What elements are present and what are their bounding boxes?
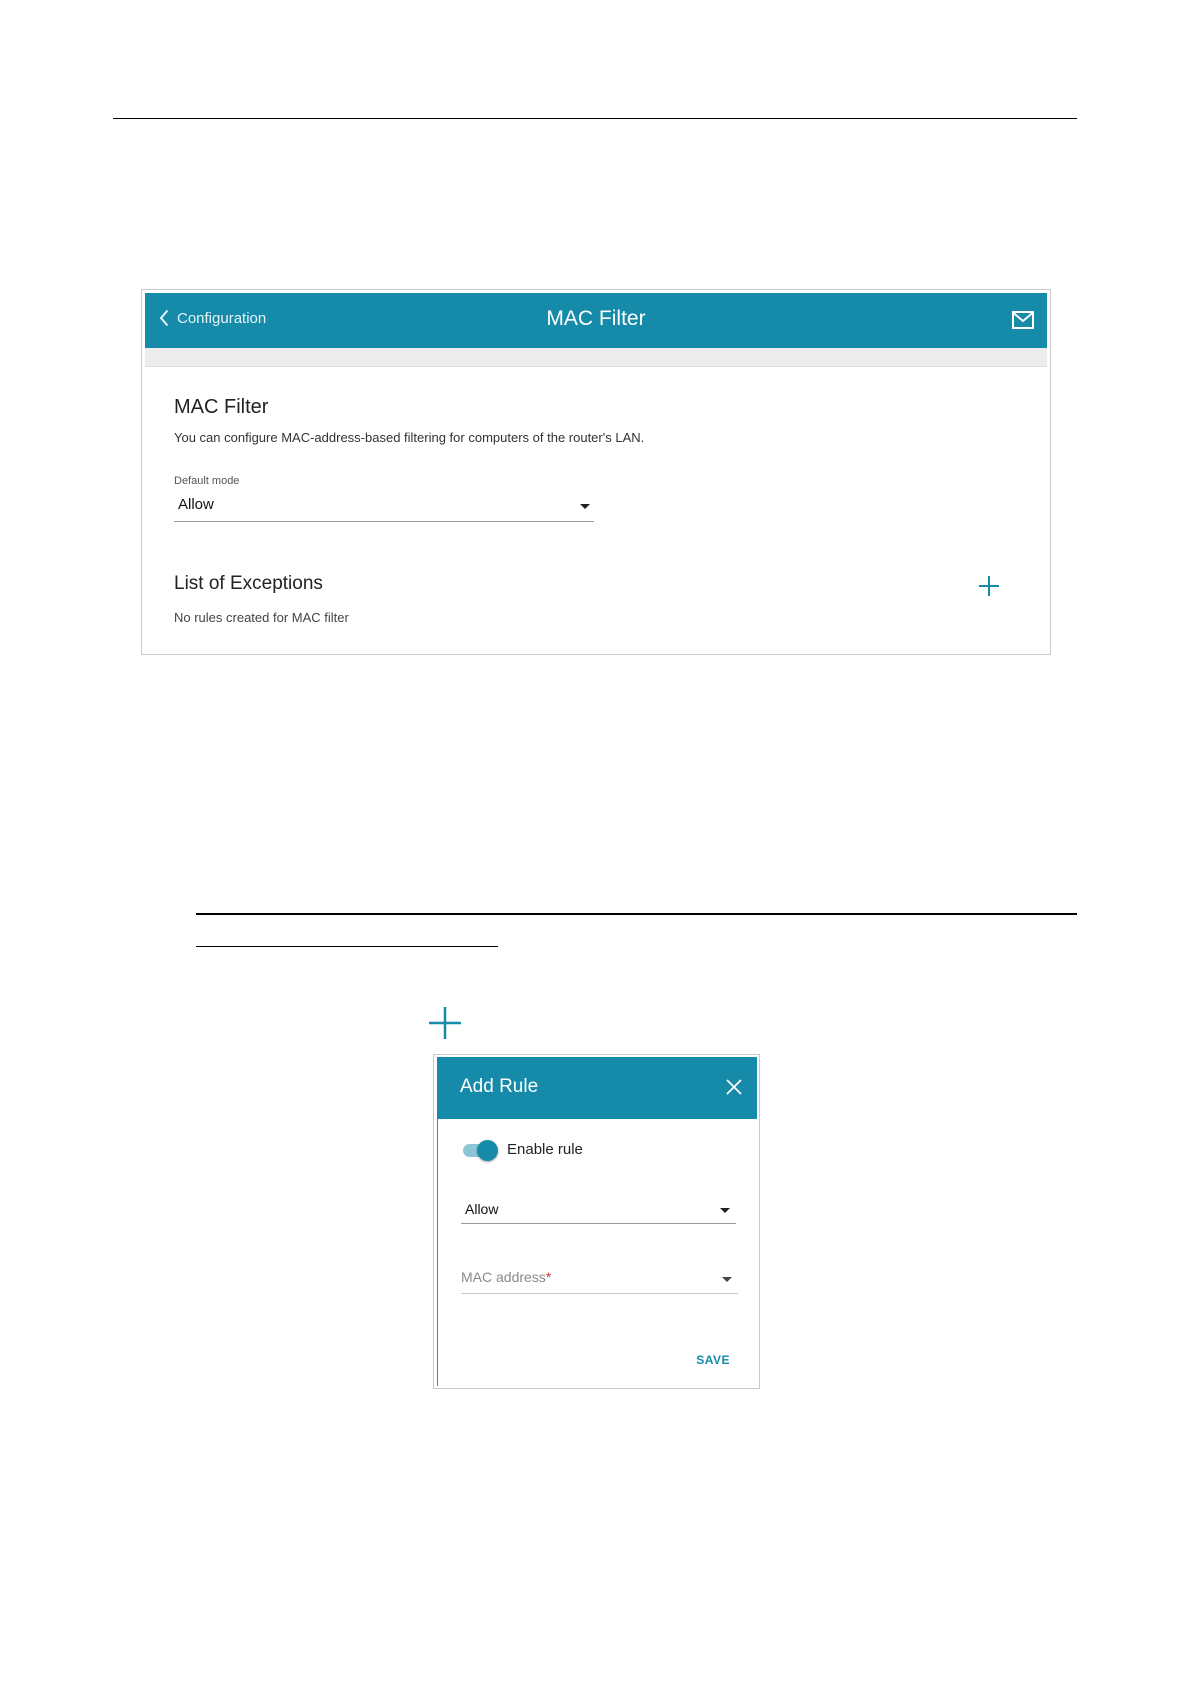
save-button[interactable]: SAVE	[696, 1353, 730, 1367]
caret-down-icon	[722, 1277, 732, 1282]
page-title: MAC Filter	[546, 307, 646, 330]
exceptions-empty-message: No rules created for MAC filter	[174, 610, 349, 625]
section-title: MAC Filter	[174, 396, 269, 418]
enable-rule-label: Enable rule	[507, 1141, 583, 1158]
back-label: Configuration	[177, 309, 267, 327]
caret-down-icon	[580, 504, 590, 509]
page-header	[145, 293, 1047, 348]
caret-down-icon	[720, 1208, 730, 1213]
page-top-rule	[113, 118, 1077, 119]
note-rule-long	[196, 913, 1077, 915]
header-shadow-bar	[145, 348, 1047, 367]
rule-action-select[interactable]	[461, 1195, 736, 1224]
dialog-title: Add Rule	[460, 1076, 539, 1097]
add-exception-plus-icon[interactable]	[977, 574, 1001, 598]
default-mode-value: Allow	[178, 496, 214, 513]
section-description: You can configure MAC-address-based filtering for computers of the router's LAN.	[174, 430, 645, 445]
toggle-knob	[477, 1140, 498, 1161]
default-mode-select[interactable]	[174, 493, 594, 522]
plus-icon	[428, 1006, 462, 1040]
enable-rule-toggle[interactable]	[463, 1139, 497, 1161]
mac-filter-screenshot	[141, 289, 1051, 655]
mac-address-input[interactable]	[461, 1265, 738, 1294]
rule-action-value: Allow	[465, 1201, 499, 1217]
dialog-header	[437, 1057, 757, 1119]
default-mode-label: Default mode	[174, 475, 240, 487]
mail-icon[interactable]	[1011, 309, 1035, 331]
exceptions-title: List of Exceptions	[174, 573, 323, 594]
required-marker: *	[545, 1269, 552, 1285]
add-rule-dialog	[433, 1054, 760, 1389]
note-rule-short	[196, 946, 498, 947]
close-icon[interactable]	[725, 1078, 743, 1096]
mac-address-placeholder: MAC address*	[461, 1269, 552, 1285]
